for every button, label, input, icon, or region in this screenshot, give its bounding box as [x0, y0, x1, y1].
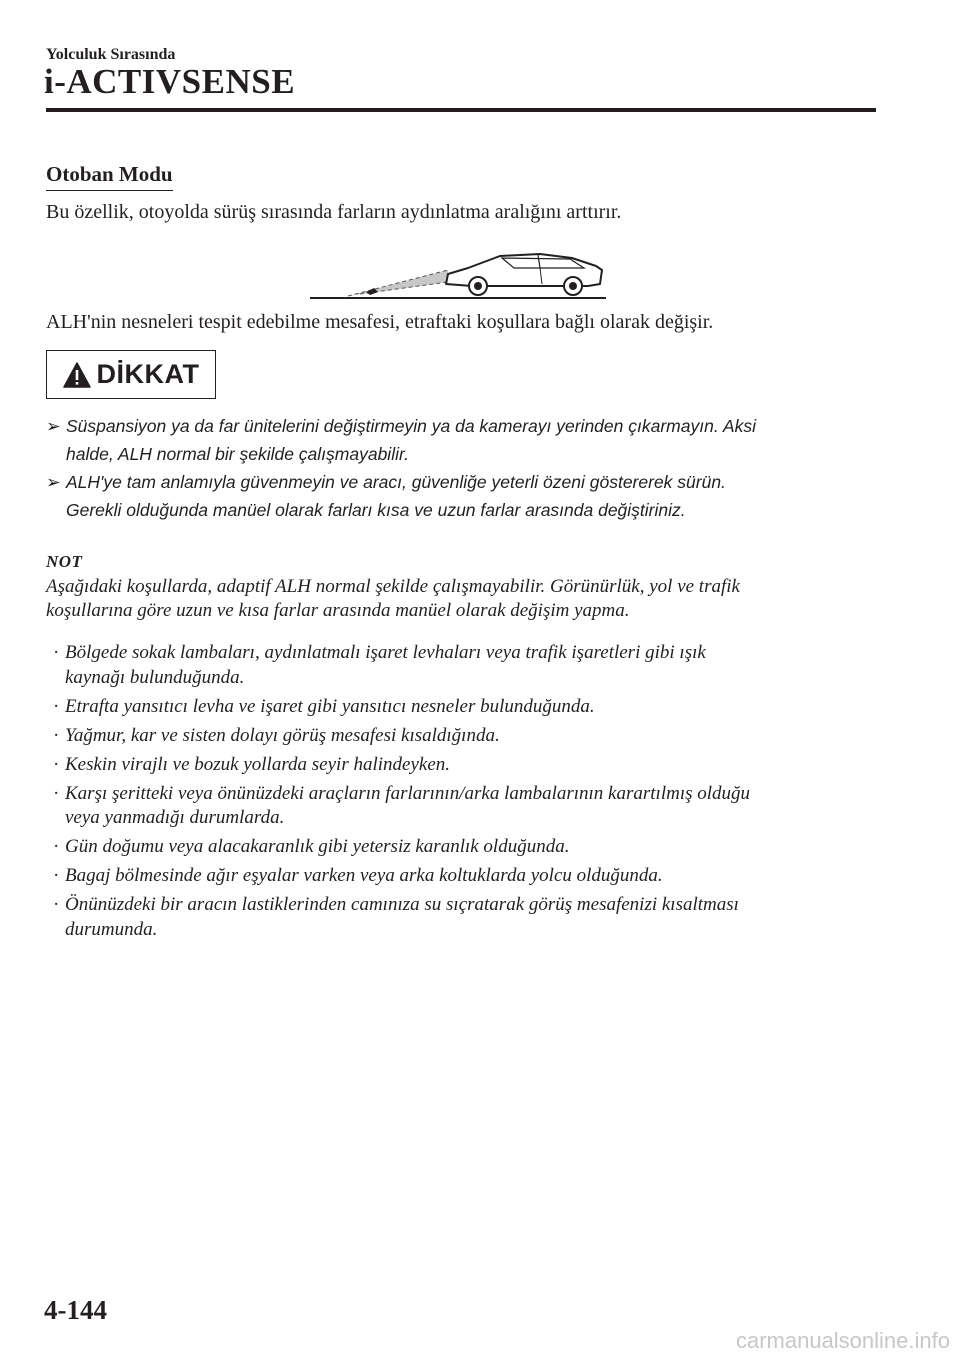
bullet-dot-icon: · — [53, 695, 60, 717]
caution-label: DİKKAT — [96, 359, 200, 389]
caution-item — [46, 468, 886, 524]
note-label: NOT — [46, 552, 83, 571]
bullet-dot-icon: · — [53, 894, 60, 915]
arrow-bullet-icon: ➢ — [46, 416, 61, 436]
list-item — [46, 753, 886, 778]
list-item-line: Önünüzdeki bir aracın lastiklerinden camınıza su sıçratarak görüş mesafenizi kısaltması — [65, 894, 739, 915]
bullet-dot-icon: · — [53, 836, 60, 857]
note-intro — [46, 575, 876, 623]
section-title: i-ACTIVSENSE — [44, 62, 296, 101]
car-icon — [446, 254, 602, 295]
intro-paragraph: Bu özellik, otoyolda sürüş sırasında farların aydınlatma aralığını arttırır. — [46, 201, 622, 223]
list-item — [46, 695, 886, 720]
list-item — [46, 782, 886, 831]
list-item-line: kaynağı bulunduğunda. — [65, 666, 245, 688]
caution-line: Süspansiyon ya da far ünitelerini değiştirmeyin ya da kamerayı yerinden çıkarmayın. Aksi — [66, 416, 756, 436]
header-divider — [46, 108, 876, 112]
warning-triangle-icon — [63, 362, 91, 388]
note-line: koşullarına göre uzun ve kısa farlar arasında manüel olarak değişim yapma. — [46, 600, 630, 621]
list-item — [46, 641, 886, 690]
list-item-line: Gün doğumu veya alacakaranlık gibi yetersiz karanlık olduğunda. — [65, 836, 570, 857]
caution-line: Gerekli olduğunda manüel olarak farları kısa ve uzun farlar arasında değiştiriniz. — [66, 500, 686, 520]
caution-list — [46, 412, 886, 524]
bullet-dot-icon: · — [53, 753, 60, 775]
bullet-dot-icon: · — [53, 724, 60, 746]
watermark: carmanualsonline.info — [735, 1328, 950, 1353]
caution-line: halde, ALH normal bir şekilde çalışmayabilir. — [66, 444, 410, 464]
list-item-line: Bagaj bölmesinde ağır eşyalar varken veya arka koltuklarda yolcu olduğunda. — [65, 865, 663, 886]
headlight-beam — [348, 270, 448, 296]
list-item-line: veya yanmadığı durumlarda. — [65, 807, 285, 828]
list-item-line: durumunda. — [65, 918, 158, 940]
list-item-line: Yağmur, kar ve sisten dolayı görüş mesafesi kısaldığında. — [65, 724, 500, 746]
detection-distance-paragraph: ALH'nin nesneleri tespit edebilme mesafesi, etraftaki koşullara bağlı olarak değişir. — [46, 311, 714, 333]
list-item — [46, 893, 886, 942]
list-item-line: Etrafta yansıtıcı levha ve işaret gibi yansıtıcı nesneler bulunduğunda. — [65, 695, 595, 717]
list-item — [46, 724, 886, 749]
page-number: 4-144 — [44, 1295, 107, 1325]
list-item-line: Karşı şeritteki veya önünüzdeki araçların farlarının/arka lambalarının karartılmış olduğu — [65, 782, 751, 804]
note-bullet-list — [46, 641, 886, 947]
arrow-bullet-icon: ➢ — [46, 472, 61, 492]
list-item — [46, 835, 886, 860]
bullet-dot-icon: · — [53, 642, 60, 663]
caution-line: ALH'ye tam anlamıyla güvenmeyin ve aracı, güvenliğe yeterli özeni göstererek sürün. — [66, 472, 726, 492]
note-line: Aşağıdaki koşullarda, adaptif ALH normal şekilde çalışmayabilir. Görünürlük, yol ve trafik — [46, 576, 740, 597]
bullet-dot-icon: · — [53, 865, 60, 886]
caution-box — [46, 350, 216, 399]
list-item-line: Bölgede sokak lambaları, aydınlatmalı işaret levhaları veya trafik işaretleri gibi ışık — [65, 642, 706, 663]
bullet-dot-icon: · — [53, 782, 60, 804]
car-headlight-illustration — [308, 248, 608, 304]
chapter-title: Yolculuk Sırasında — [46, 46, 176, 63]
list-item-line: Keskin virajlı ve bozuk yollarda seyir halindeyken. — [65, 753, 451, 775]
subsection-title: Otoban Modu — [46, 162, 173, 191]
caution-item — [46, 412, 886, 468]
list-item — [46, 864, 886, 889]
